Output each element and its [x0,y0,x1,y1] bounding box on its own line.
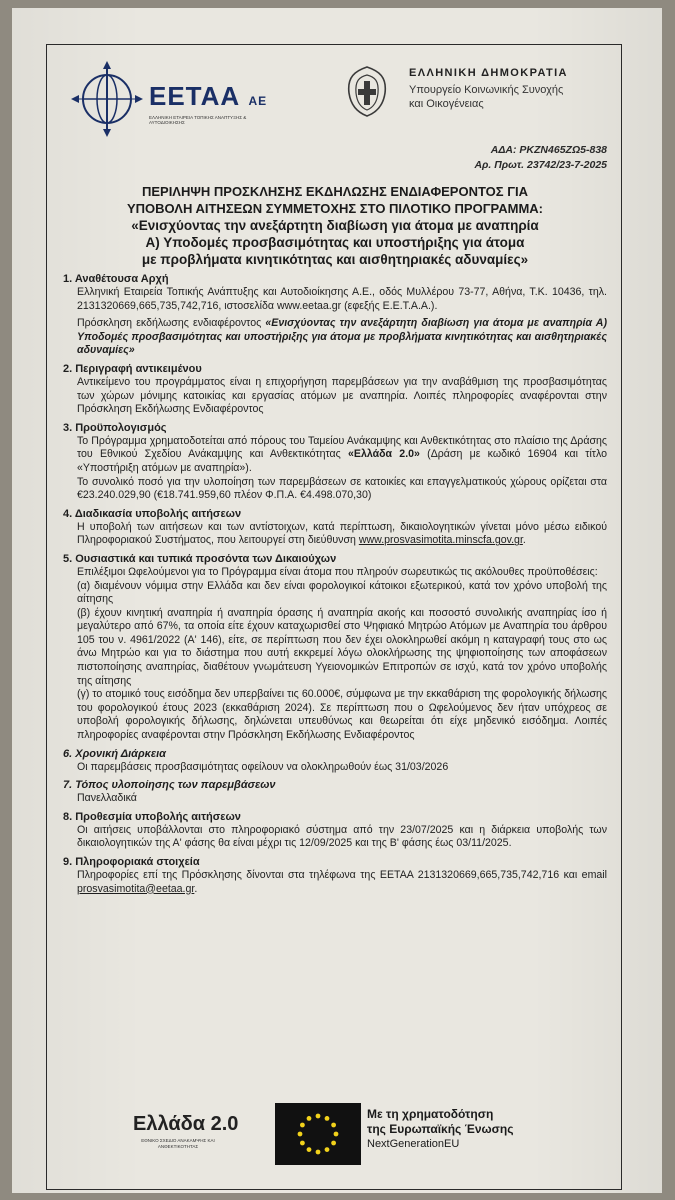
ministry-line-2: και Οικογένειας [409,98,484,110]
eu-line-1: Με τη χρηματοδότηση [367,1107,494,1121]
eu-flag-icon [275,1103,361,1165]
eetaa-wordmark [149,81,267,112]
title-line-4: Α) Υποδομές προσβασιμότητας και υποστήριξης για άτομα [145,235,525,250]
section-1-call [77,317,607,358]
section-3-heading: 3. Προϋπολογισμός [63,421,167,434]
eetaa-subtitle: ΕΛΛΗΝΙΚΗ ΕΤΑΙΡΕΙΑ ΤΟΠΙΚΗΣ ΑΝΑΠΤΥΞΗΣ & ΑΥΤΟΔΙΟΙΚΗΣΗΣ [149,115,247,125]
section-1-body [63,286,607,358]
section-4-end: . [522,534,526,547]
ministry-line-1: Υπουργείο Κοινωνικής Συνοχής [409,84,564,96]
reference-numbers [63,143,607,173]
section-6-heading: 6. Χρονική Διάρκεια [63,747,167,760]
section-7-heading: 7. Τόπος υλοποίησης των παρεμβάσεων [63,779,276,792]
section-3-amount: Το συνολικό ποσό για την υλοποίηση των παρεμβάσεων σε κατοικίες και επαγγελματικούς χώρους ορίζεται στα €23.240.029,90 (€18.741.959,60 πλέον Φ.Π.Α. €4.498.070,30) [77,475,607,502]
ellada-wordmark: Ελλάδα 2.0 [133,1113,239,1135]
coat-of-arms-icon [339,63,395,119]
section-3-ellada-label: «Ελλάδα 2.0» [348,448,420,461]
section-1-heading: 1. Αναθέτουσα Αρχή [63,273,169,285]
ellada-subtitle: ΕΘΝΙΚΟ ΣΧΕΔΙΟ ΑΝΑΚΑΜΨΗΣ ΚΑΙ ΑΝΘΕΚΤΙΚΟΤΗΤΑΣ [141,1138,215,1149]
section-4-body [63,521,607,548]
announcement-frame [46,44,622,1190]
section-7 [63,778,607,806]
section-5-intro: Επιλέξιμοι Ωφελούμενοι για το Πρόγραμμα είναι άτομα που πληρούν σωρευτικώς τις ακόλουθες προϋποθέσεις: [77,565,598,578]
section-2-body [63,376,607,417]
title-line-1: ΠΕΡΙΛΗΨΗ ΠΡΟΣΚΛΗΣΗΣ ΕΚΔΗΛΩΣΗΣ ΕΝΔΙΑΦΕΡΟΝΤΟΣ ΓΙΑ [141,184,529,199]
eetaa-text: ΕΕΤΑΑ [149,81,241,111]
contact-email-link[interactable]: prosvasimotita@eetaa.gr [77,882,195,895]
section-2 [63,362,607,417]
section-4-text [77,521,607,548]
header [63,55,607,143]
section-6-text: Οι παρεμβάσεις προσβασιμότητας οφείλουν να ολοκληρωθούν έως 31/03/2026 [77,760,449,773]
funding-footer [63,1101,611,1185]
section-7-text: Πανελλαδικά [77,792,137,805]
section-9-heading: 9. Πληροφοριακά στοιχεία [63,856,200,868]
prosvasimotita-link[interactable]: www.prosvasimotita.minscfa.gov.gr [358,534,523,547]
section-7-body [63,792,607,806]
eetaa-logo [69,59,269,139]
gov-name: ΕΛΛΗΝΙΚΗ ΔΗΜΟΚΡΑΤΙΑ [409,67,568,79]
section-1-call-prefix: Πρόσκληση εκδήλωσης ενδιαφέροντος [77,317,266,330]
eu-stars-icon [275,1103,361,1165]
section-9-text-pre: Πληροφορίες επί της Πρόσκλησης δίνονται στα τηλέφωνα της ΕΕΤΑΑ 2131320669,665,735,742,716 και email [77,869,607,881]
eu-line-2: της Ευρωπαϊκής Ένωσης [367,1122,514,1136]
section-5-item-c: (γ) το ατομικό τους εισόδημα δεν υπερβαίνει τις 60.000€, σύμφωνα με την εκκαθάριση της φορολογικής δήλωσης του φορολογικού έτους 2023 (εκκαθάριση 2024). Σε περίπτωση που ο Ωφελούμενος δεν ήταν υπόχρεος σε υποβολή φορολογικής δήλωσης, δηλώνεται υπευθύνως και θεωρείται ότι είχε μηδενικό εισόδημα. Λοιπές πληροφορίες αναφέρονται στην Πρόσκληση Εκδήλωσης Ενδιαφέροντος [77,688,607,742]
section-1-call-title: «Ενισχύοντας την ανεξάρτητη διαβίωση για άτομα με αναπηρία Α) Υποδομές προσβασιμότητας και υποστήριξης για άτομα με προβλήματα κινητικότητας και αισθητηριακές αδυναμίες» [77,317,607,357]
section-8-body [63,824,607,851]
section-9-text [77,869,607,896]
announcement-title [63,183,607,268]
protocol-number: Αρ. Πρωτ. 23742/23-7-2025 [474,159,607,171]
section-9 [63,855,607,896]
section-8 [63,810,607,851]
section-3 [63,421,607,503]
title-line-5: με προβλήματα κινητικότητας και αισθητηριακές αδυναμίες» [141,252,529,267]
section-5-item-b: (β) έχουν κινητική αναπηρία ή αναπηρία όρασης ή αναπηρία ακοής και ποσοστό συνολικής αναπηρίας ίσο ή μεγαλύτερο από 67%, τα οποία είτε έχουν καταχωρισθεί στο Ψηφιακό Μητρώο Ατόμων με Αναπηρία του άρθρου 105 του ν. 4961/2022 (Α' 146), είτε, σε περίπτωση που δεν έχει ολοκληρωθεί ακόμη η καταγραφή τους στο ως άνω Μητρώο και για το διάστημα που αυτή εκκρεμεί λόγω ολοκλήρωσης της ψηφιοποίησης των αποφάσεων πιστοποίησης αναπηρίας, διαθέτουν γνωμάτευση Υγειονομικών Επιτροπών σε ισχύ, κατά τον χρόνο υποβολής της αίτησης [77,606,607,687]
next-generation-eu: NextGenerationEU [367,1138,460,1150]
section-6-body [63,761,607,775]
eetaa-suffix: ΑΕ [248,94,268,108]
greek-republic-logo [339,61,619,121]
section-8-heading: 8. Προθεσμία υποβολής αιτήσεων [63,810,241,823]
globe-arrows-icon [69,59,149,139]
section-5-item-a: (α) διαμένουν νόμιμα στην Ελλάδα και δεν είναι φορολογικοί κάτοικοι εξωτερικού, κατά τον χρόνο υποβολή της αίτησης [77,579,607,606]
section-5 [63,552,607,743]
ada-number: ΑΔΑ: ΡΚΖΝ465ΖΩ5-838 [490,144,607,156]
section-9-body [63,869,607,896]
section-5-body [63,566,607,743]
eu-funding-text [367,1107,513,1152]
section-4-text-pre: Η υποβολή των αιτήσεων και των αντίστοιχων, κατά περίπτωση, δικαιολογητικών γίνεται μόνο μέσω ειδικού Πληροφοριακού Συστήματος, που λειτουργεί στη διεύθυνση [77,520,607,547]
section-3-funding-pre: Το Πρόγραμμα χρηματοδοτείται από πόρους του Ταμείου Ανάκαμψης και Ανθεκτικότητας στο πλαίσιο της Δράσης του Εθνικού Σχεδίου Ανάκαμψης και Ανθεκτικότητας [77,434,607,461]
section-8-text: Οι αιτήσεις υποβάλλονται στο πληροφοριακό σύστημα από την 23/07/2025 και η διάρκεια υποβολής των δικαιολογητικών της Α' φάσης θα είναι μέχρι τις 12/09/2025 και της Β' φάσης έως 03/11/2025. [77,823,607,850]
section-2-text: Αντικείμενο του προγράμματος είναι η επιχορήγηση παρεμβάσεων για την αναβάθμιση της προσβασιμότητας των χώρων μόνιμης κατοικίας και εργασίας ατόμων με αναπηρία. Λοιπές πληροφορίες αναφέρονται στην Πρόσκληση Εκδήλωσης Ενδιαφέροντος [77,375,607,416]
ministry-name [409,83,563,111]
section-1-text: Ελληνική Εταιρεία Τοπικής Ανάπτυξης και Αυτοδιοίκησης Α.Ε., οδός Μυλλέρου 73-77, Αθήνα, Τ.Κ. 10436, τηλ. 2131320669,665,735,742,716, ιστοσελίδα www.eetaa.gr (εφεξής Ε.Ε.Τ.Α.Α.). [77,286,607,312]
ellada-2-logo [133,1113,238,1149]
section-4 [63,507,607,548]
section-5-heading: 5. Ουσιαστικά και τυπικά προσόντα των Δικαιούχων [63,552,337,565]
section-1 [63,272,607,358]
section-6 [63,747,607,775]
section-2-heading: 2. Περιγραφή αντικειμένου [63,362,202,375]
title-line-2: ΥΠΟΒΟΛΗ ΑΙΤΗΣΕΩΝ ΣΥΜΜΕΤΟΧΗΣ ΣΤΟ ΠΙΛΟΤΙΚΟ ΠΡΟΓΡΑΜΜΑ: [126,201,543,216]
title-line-3: «Ενισχύοντας την ανεξάρτητη διαβίωση για άτομα με αναπηρία [131,218,539,233]
newspaper-page [12,8,662,1193]
section-3-funding-post: (Δράση με κωδικό 16904 και τίτλο «Υποστήριξη ατόμων με αναπηρία»). [77,448,608,474]
section-9-end: . [194,882,198,895]
section-3-body [63,435,607,503]
section-4-heading: 4. Διαδικασία υποβολής αιτήσεων [63,507,242,520]
section-3-funding [77,435,607,476]
